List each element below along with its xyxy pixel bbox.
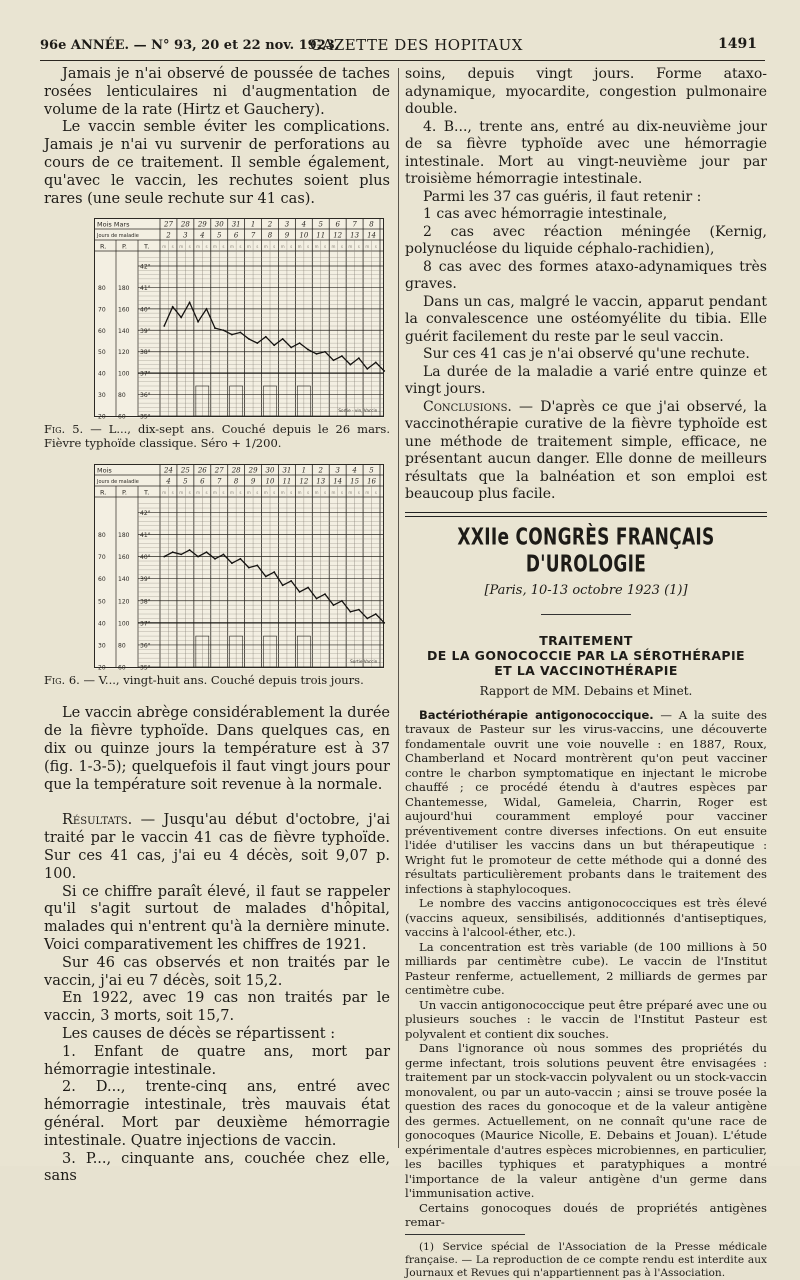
evening-mark: s — [307, 244, 310, 250]
temperature-point — [366, 618, 368, 620]
temperature-point — [189, 302, 191, 304]
chart-corner-note: Sortie Vaccin.. — [350, 659, 380, 665]
evening-mark: s — [205, 244, 208, 250]
section-heading: Bactériothérapie antigonococcique. — [419, 707, 654, 722]
morning-mark: m — [263, 490, 268, 496]
evening-mark: s — [374, 490, 377, 496]
fig5-svg — [94, 218, 384, 421]
article-title-line-1: TRAITEMENT — [539, 632, 633, 648]
temperature-point — [299, 591, 301, 593]
day-label: 9 — [284, 231, 290, 240]
t-axis-label: 42° — [140, 263, 151, 271]
p-axis-label: 180 — [118, 285, 130, 293]
date-label: 3 — [335, 466, 340, 475]
conclusions-text: — D'après ce que j'ai observé, la vaccinothérapie curative de la fièvre typhoïde est une méthode de traitement simple, efficace, ne présentant aucun danger. Elle donne de meilleurs résultats que la balnéation et son emploi est beaucoup plus facile. — [405, 398, 767, 502]
date-label: 29 — [197, 220, 207, 229]
t-axis-label: 38° — [140, 349, 151, 357]
temperature-point — [273, 572, 275, 574]
morning-mark: m — [246, 244, 251, 250]
morning-mark: m — [331, 244, 336, 250]
r-axis-label: 20 — [98, 413, 106, 421]
figure-6-caption — [44, 673, 390, 687]
date-label: 31 — [282, 466, 292, 475]
paragraph: Sur 46 cas observés et non traités par le vaccin, j'ai eu 7 décès, soit 15,2. — [44, 954, 390, 989]
header-journal-title: GAZETTE DES HOPITAUX — [310, 36, 523, 54]
date-label: 8 — [369, 220, 374, 229]
day-label: 5 — [183, 477, 188, 486]
mois-label: Mois — [97, 466, 112, 475]
t-axis-label: 40° — [140, 306, 151, 314]
paragraph: 2 cas avec réaction méningée (Kernig, polynucléose du liquide céphalo-rachidien), — [405, 223, 767, 257]
paragraph: 3. P..., cinquante ans, couchée chez elle, sans — [44, 1150, 390, 1185]
t-axis-label: 41° — [140, 285, 151, 293]
paragraph: Dans l'ignorance où nous sommes des propriétés du germe infectant, trois solutions peuvent être envisagées : traitement par un stock-vaccin polyvalent ou un stock-vaccin monovalent, ou par un auto-vaccin ; ainsi se trouve posée la question des races du gonocoque et de la valeur antigène des germes. Actuellement, on ne connaît qu'une race de gonocoques (Maurice Nicolle, E. Debains et Jouan). L'étude expérimentale d'autres espèces microbiennes, en particulier, les bacilles typhiques et paratyphiques a montré l'importance de la valeur antigène d'un germe dans l'immunisation active. — [405, 1041, 767, 1200]
temperature-point — [349, 364, 351, 366]
evening-mark: s — [256, 244, 259, 250]
morning-mark: m — [179, 490, 184, 496]
p-axis-label: 100 — [118, 371, 130, 379]
morning-mark: m — [297, 490, 302, 496]
r-axis-label: 20 — [98, 664, 106, 672]
p-axis-label: 120 — [118, 349, 130, 357]
evening-mark: s — [340, 490, 343, 496]
paragraph: soins, depuis vingt jours. Forme ataxo-adynamique, myocardite, congestion pulmonaire double. — [405, 66, 767, 117]
t-axis-label: 36° — [140, 392, 151, 400]
morning-mark: m — [365, 244, 370, 250]
date-label: 27 — [214, 466, 224, 475]
morning-mark: m — [280, 490, 285, 496]
congress-heading: XXIIe CONGRÈS FRANÇAIS D'UROLOGIE — [457, 523, 715, 578]
figure-6-temperature-chart — [94, 464, 384, 672]
figure-5-label: Fig. 5. — [44, 422, 84, 437]
day-label: 14 — [333, 477, 343, 486]
paragraph: Le vaccin semble éviter les complications. Jamais je n'ai vu survenir de perforations au cours de ce traitement. Il semble également, qu'avec le vaccin, les rechutes soient plus rares (une seule rechute sur 41 cas). — [44, 119, 390, 207]
temperature-point — [316, 598, 318, 600]
date-label: 30 — [214, 220, 224, 229]
date-label: 1 — [250, 220, 256, 229]
section-text: — A la suite des travaux de Pasteur sur les virus-vaccins, une découverte fondamentale ouvrit une voie nouvelle : en 1887, Roux, Chamberland et Nocard montrèrent qu'on peut vacciner contre le charbon symptomatique en injectant le microbe chauffé ; ce procédé étendu à d'autres espèces par Chantemesse, Widal, Gameleia, Charrin, Roger est aujourd'hui couramment employé pour vacciner préventivement contre diverses infections. On eut ensuite l'idée d'utiliser les vaccins dans un but thérapeutique : Wright fut le promoteur de cette méthode qui a donné des résultats particulièrement probants dans le traitement des infections à staphylocoques. — [405, 707, 767, 896]
temperature-point — [307, 349, 309, 351]
evening-mark: s — [222, 244, 225, 250]
morning-mark: m — [196, 244, 201, 250]
axis-header-2: T. — [144, 488, 150, 497]
temperature-point — [256, 343, 258, 345]
paragraph: Sur ces 41 cas je n'ai observé qu'une rechute. — [423, 346, 750, 362]
temperature-point — [239, 332, 241, 334]
header-rule — [40, 60, 765, 61]
figure-5-temperature-chart — [94, 218, 384, 421]
mois-label: Mois Mars — [97, 220, 130, 229]
evening-mark: s — [188, 244, 191, 250]
temperature-curve — [164, 303, 384, 372]
paragraph: 2. D..., trente-cinq ans, entré avec hémorragie intestinale, très mauvais état général. Mort par deuxième hémorragie intestinale. Quatre injections de vaccin. — [44, 1079, 390, 1149]
temperature-point — [290, 347, 292, 349]
left-column — [44, 66, 390, 1186]
r-axis-label: 60 — [98, 328, 106, 336]
paragraph: Certains gonocoques doués de propriétés antigènes remar- — [405, 1200, 767, 1229]
day-label: 2 — [166, 231, 171, 240]
p-axis-label: 160 — [118, 306, 130, 314]
morning-mark: m — [162, 244, 167, 250]
temperature-point — [180, 554, 182, 556]
t-axis-label: 40° — [140, 554, 151, 562]
temperature-point — [265, 576, 267, 578]
morning-mark: m — [314, 244, 319, 250]
temperature-point — [383, 622, 385, 624]
temperature-point — [316, 353, 318, 355]
evening-mark: s — [357, 490, 360, 496]
temperature-point — [256, 565, 258, 567]
figure-6-caption-text: — V..., vingt-huit ans. Couché depuis trois jours. — [83, 673, 364, 688]
date-label: 1 — [301, 466, 307, 475]
temperature-point — [307, 587, 309, 589]
day-label: 3 — [183, 231, 188, 240]
temperature-point — [265, 336, 267, 338]
conclusions-heading: Conclusions. — [423, 398, 512, 415]
paragraph: Les causes de décès se répartissent : — [62, 1025, 336, 1042]
day-label: 7 — [216, 477, 222, 486]
fig6-svg — [94, 464, 384, 672]
date-label: 5 — [318, 220, 324, 229]
morning-mark: m — [263, 244, 268, 250]
temperature-point — [214, 558, 216, 560]
p-axis-label: 100 — [118, 620, 130, 628]
morning-mark: m — [348, 244, 353, 250]
header-issue: 96e ANNÉE. — N° 93, 20 et 22 nov. 1923. — [40, 38, 340, 53]
day-label: 8 — [233, 477, 239, 486]
p-axis-label: 60 — [118, 664, 126, 672]
date-label: 28 — [231, 466, 241, 475]
temperature-point — [206, 552, 208, 554]
morning-mark: m — [331, 490, 336, 496]
article-title-line-3: ET LA VACCINOTHÉRAPIE — [494, 662, 678, 678]
date-label: 30 — [265, 466, 275, 475]
temperature-point — [163, 556, 165, 558]
day-label: 13 — [350, 231, 360, 240]
paragraph: Parmi les 37 cas guéris, il faut retenir : — [423, 188, 702, 205]
r-axis-label: 40 — [98, 371, 106, 379]
day-label: 4 — [200, 231, 205, 240]
t-axis-label: 37° — [140, 620, 151, 628]
date-label: 27 — [164, 220, 173, 229]
p-axis-label: 160 — [118, 554, 130, 562]
temperature-point — [189, 549, 191, 551]
r-axis-label: 30 — [98, 642, 106, 650]
r-axis-label: 50 — [98, 349, 106, 357]
paragraph: La durée de la maladie a varié entre quinze et vingt jours. — [405, 363, 767, 397]
r-axis-label: 40 — [98, 620, 106, 628]
day-label: 14 — [367, 231, 376, 240]
date-label: 7 — [352, 220, 357, 229]
evening-mark: s — [323, 490, 327, 496]
paragraph-bacteriotherapie — [405, 708, 767, 897]
date-label: 6 — [335, 220, 340, 229]
temperature-point — [282, 585, 284, 587]
temperature-point — [333, 605, 335, 607]
paragraph: La concentration est très variable (de 100 millions à 50 milliards par centimètre cube). Le vaccin de l'Institut Pasteur renferme, actuellement, 2 milliards de germes par centimètre cube. — [405, 939, 767, 997]
paragraph: En 1922, avec 19 cas non traités par le vaccin, 3 morts, soit 15,7. — [44, 990, 390, 1025]
day-label: 11 — [282, 477, 292, 486]
footnote-rule — [405, 1234, 525, 1235]
morning-mark: m — [297, 244, 302, 250]
temperature-point — [333, 360, 335, 362]
day-label: 7 — [250, 231, 256, 240]
paragraph-results — [44, 812, 390, 883]
paragraph-conclusions — [405, 399, 767, 504]
morning-mark: m — [229, 490, 234, 496]
jours-label: Jours de maladie — [97, 479, 139, 486]
temperature-point — [324, 594, 326, 596]
t-axis-label: 42° — [140, 510, 151, 518]
paragraph: 8 cas avec des formes ataxo-adynamiques très graves. — [405, 258, 767, 292]
paragraph: Dans un cas, malgré le vaccin, apparut pendant la convalescence une ostéomyélite du tibia. Elle guérit facilement du reste par le seul vaccin. — [405, 293, 767, 345]
figure-5-caption — [44, 422, 390, 450]
temperature-point — [366, 368, 368, 370]
axis-header-0: R. — [100, 488, 107, 497]
evening-mark: s — [273, 244, 276, 250]
date-label: 4 — [352, 466, 357, 475]
evening-mark: s — [374, 244, 377, 250]
morning-mark: m — [213, 244, 217, 250]
evening-mark: s — [323, 244, 327, 250]
date-label: 28 — [180, 220, 190, 229]
morning-mark: m — [365, 490, 370, 496]
date-label: 26 — [197, 466, 207, 475]
temperature-point — [375, 613, 377, 615]
column-divider — [398, 68, 399, 1148]
p-axis-label: 120 — [118, 598, 130, 606]
paragraph: Le vaccin abrège considérablement la durée de la fièvre typhoïde. Dans quelques cas, en dix ou quinze jours la température est à 37 (fig. 1-3-5); quelquefois il faut vingt jours pour que la température soit revenue à la normale. — [44, 705, 390, 793]
paragraph: 4. B..., trente ans, entré au dix-neuvième jour de sa fièvre typhoïde avec une hémorragie intestinale. Mort au vingt-neuvième jour par troisième hémorragie intestinale. — [405, 118, 767, 187]
day-label: 10 — [265, 477, 275, 486]
morning-mark: m — [229, 244, 234, 250]
evening-mark: s — [340, 244, 343, 250]
evening-mark: s — [256, 490, 259, 496]
axis-header-0: R. — [100, 242, 107, 251]
morning-mark: m — [179, 244, 184, 250]
temperature-point — [197, 321, 199, 323]
evening-mark: s — [188, 490, 191, 496]
temperature-point — [341, 355, 343, 357]
day-label: 12 — [299, 477, 309, 486]
paragraph: Si ce chiffre paraît élevé, il faut se rappeler qu'il s'agit surtout de malades d'hôpital, malades qui n'entrent qu'à la dernière minute. Voici comparativement les chiffres de 1921. — [44, 883, 390, 953]
temperature-point — [172, 552, 174, 554]
paragraph: 1. Enfant de quatre ans, mort par hémorragie intestinale. — [44, 1043, 390, 1078]
date-label: 5 — [369, 466, 374, 475]
paragraph: Un vaccin antigonococcique peut être préparé avec une ou plusieurs souches : le vaccin de l'Institut Pasteur est polyvalent et contient dix souches. — [405, 997, 767, 1041]
date-label: 2 — [267, 220, 273, 229]
chart-corner-note: Sortie - vin, Vaccin.. — [338, 408, 380, 414]
date-label: 29 — [248, 466, 258, 475]
temperature-point — [206, 308, 208, 310]
temperature-point — [248, 338, 250, 340]
morning-mark: m — [162, 490, 167, 496]
temperature-point — [231, 563, 233, 565]
morning-mark: m — [213, 490, 217, 496]
t-axis-label: 41° — [140, 532, 151, 540]
r-axis-label: 70 — [98, 554, 106, 562]
p-axis-label: 60 — [118, 413, 126, 421]
temperature-point — [180, 317, 182, 319]
temperature-point — [299, 343, 301, 345]
day-label: 12 — [333, 231, 343, 240]
date-label: 4 — [301, 220, 307, 229]
morning-mark: m — [280, 244, 285, 250]
date-label: 24 — [164, 466, 173, 475]
running-header — [40, 34, 765, 56]
results-heading: Résultats. — [62, 812, 133, 829]
temperature-point — [383, 370, 385, 372]
t-axis-label: 35° — [140, 664, 151, 672]
axis-header-2: T. — [144, 242, 150, 251]
day-label: 15 — [350, 477, 360, 486]
day-label: 6 — [200, 477, 205, 486]
results-text: — Jusqu'au début d'octobre, j'ai traité par le vaccin 41 cas de fièvre typhoïde. Sur ces 41 cas, j'ai eu 4 décès, soit 9,07 p. 100. — [44, 812, 390, 882]
t-axis-label: 38° — [140, 598, 151, 606]
temperature-point — [349, 611, 351, 613]
r-axis-label: 80 — [98, 532, 106, 540]
r-axis-label: 30 — [98, 392, 106, 400]
temperature-point — [214, 328, 216, 330]
day-label: 11 — [316, 231, 326, 240]
t-axis-label: 39° — [140, 576, 151, 584]
p-axis-label: 80 — [118, 392, 126, 400]
temperature-point — [358, 609, 360, 611]
date-label: 2 — [318, 466, 324, 475]
p-axis-label: 80 — [118, 642, 126, 650]
evening-mark: s — [222, 490, 225, 496]
axis-header-1: P. — [122, 488, 127, 497]
paragraph: 1 cas avec hémorragie intestinale, — [423, 206, 668, 222]
section-double-rule — [405, 512, 767, 517]
evening-mark: s — [171, 490, 174, 496]
evening-mark: s — [290, 244, 293, 250]
temperature-point — [223, 330, 225, 332]
right-column — [405, 66, 767, 1280]
date-label: 3 — [284, 220, 290, 229]
temperature-point — [341, 600, 343, 602]
t-axis-label: 36° — [140, 642, 151, 650]
temperature-point — [248, 567, 250, 569]
day-label: 8 — [267, 231, 273, 240]
temperature-point — [223, 554, 225, 556]
temperature-point — [273, 345, 275, 347]
evening-mark: s — [239, 244, 242, 250]
date-label: 31 — [231, 220, 241, 229]
jours-label: Jours de maladie — [97, 233, 139, 240]
evening-mark: s — [205, 490, 208, 496]
temperature-point — [358, 358, 360, 360]
evening-mark: s — [239, 490, 242, 496]
morning-mark: m — [314, 490, 319, 496]
day-label: 4 — [166, 477, 171, 486]
temperature-point — [231, 334, 233, 336]
t-axis-label: 37° — [140, 371, 151, 379]
temperature-point — [282, 338, 284, 340]
morning-mark: m — [348, 490, 353, 496]
temperature-point — [324, 351, 326, 353]
day-label: 10 — [299, 231, 309, 240]
p-axis-label: 180 — [118, 532, 130, 540]
evening-mark: s — [290, 490, 293, 496]
day-label: 6 — [233, 231, 239, 240]
r-axis-label: 80 — [98, 285, 106, 293]
morning-mark: m — [196, 490, 201, 496]
axis-header-1: P. — [122, 242, 127, 251]
short-rule — [541, 614, 631, 615]
p-axis-label: 140 — [118, 328, 130, 336]
temperature-point — [197, 556, 199, 558]
day-label: 5 — [216, 231, 222, 240]
congress-place-date: [Paris, 10-13 octobre 1923 (1)] — [484, 582, 688, 598]
t-axis-label: 35° — [140, 413, 151, 421]
paragraph: Le nombre des vaccins antigonococciques est très élevé (vaccins aqueux, sensibilisés, additionnés d'antiseptiques, vaccins à l'alcool-éther, etc.). — [405, 896, 767, 939]
day-label: 9 — [250, 477, 256, 486]
morning-mark: m — [246, 490, 251, 496]
date-label: 25 — [180, 466, 190, 475]
temperature-point — [172, 306, 174, 308]
temperature-point — [163, 325, 165, 327]
evening-mark: s — [273, 490, 276, 496]
article-authors: Rapport de MM. Debains et Minet. — [479, 683, 693, 698]
temperature-point — [290, 580, 292, 582]
t-axis-label: 39° — [140, 328, 151, 336]
footnote: (1) Service spécial de l'Association de la Presse médicale française. — La reproduction de ce compte rendu est interdite aux Journaux et Revues qui n'appartiennent pas à l'Association. — [405, 1240, 767, 1279]
p-axis-label: 140 — [118, 576, 130, 584]
evening-mark: s — [171, 244, 174, 250]
r-axis-label: 60 — [98, 576, 106, 584]
temperature-point — [239, 558, 241, 560]
article-title-line-2: DE LA GONOCOCCIE PAR LA SÉROTHÉRAPIE — [427, 647, 745, 663]
day-label: 13 — [316, 477, 326, 486]
evening-mark: s — [357, 244, 360, 250]
header-page-number: 1491 — [718, 36, 757, 52]
r-axis-label: 70 — [98, 306, 106, 314]
figure-6-label: Fig. 6. — [44, 673, 80, 688]
evening-mark: s — [307, 490, 310, 496]
figure-5-caption-text: — L..., dix-sept ans. Couché depuis le 26 mars. Fièvre typhoïde classique. Séro + 1/200. — [44, 422, 390, 451]
temperature-point — [375, 362, 377, 364]
day-label: 16 — [367, 477, 376, 486]
r-axis-label: 50 — [98, 598, 106, 606]
paragraph: Jamais je n'ai observé de poussée de taches rosées lenticulaires ni d'augmentation de volume de la rate (Hirtz et Gauchery). — [44, 66, 390, 118]
